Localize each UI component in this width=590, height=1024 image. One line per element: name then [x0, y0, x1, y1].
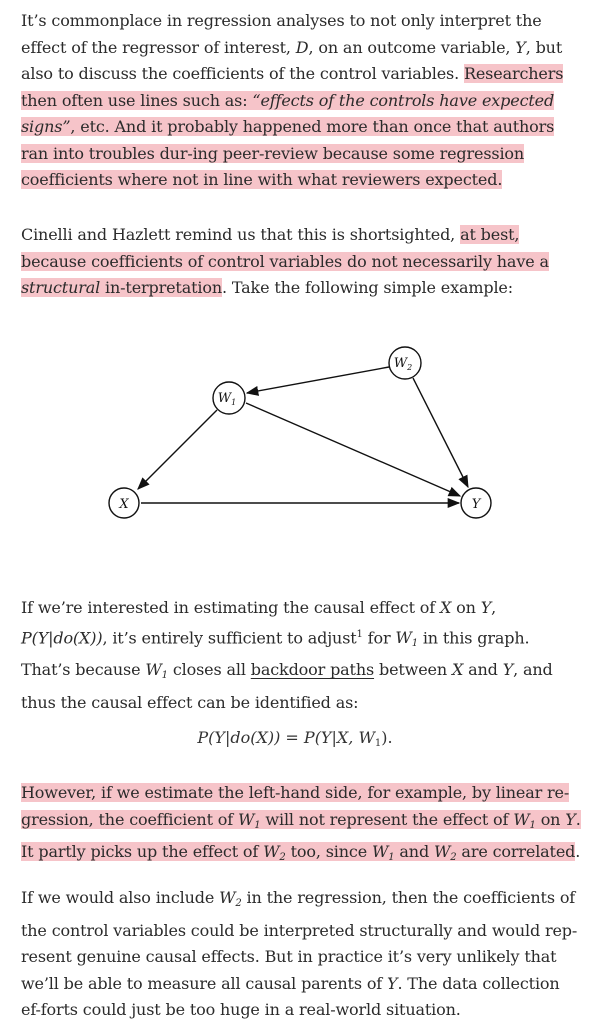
highlight-however[interactable]: However, if we estimate the left-hand side, for example, by linear re-gression, the coefficient of $W_1$ will not represent the effect of $W_1$ on Y. It partly picks up the effect of $W_2$ too, since $W_1$ and $W_2$ are correlated: [21, 783, 581, 863]
highlight-researchers[interactable]: Researchers then often use lines such as: “effects of the controls have expected signs”, etc. And it probably happened more than once that authors ran into troubles dur-ing peer-review because some regression coefficients where not in line with what reviewers expected.: [21, 64, 564, 189]
node-y-label: Y: [471, 497, 481, 512]
node-w2-label: $W_2$: [393, 356, 413, 372]
paragraph-however: However, if we estimate the left-hand side, for example, by linear re-gression, the coefficient of $W_1$ will not represent the effect of $W_1$ on Y. It partly picks up the effect of $W_2$ too, since $W_1$ and $W_2$ are correlated.: [21, 783, 581, 863]
paragraph-cinelli: Cinelli and Hazlett remind us that this is shortsighted, at best, because coefficients of control variables do not necessarily have a structural in-terpretation. Take the following simple example:: [21, 225, 549, 297]
edge-w2-w1: [247, 367, 389, 393]
edge-w1-y: [246, 403, 460, 496]
backdoor-paths-link[interactable]: backdoor paths: [250, 660, 375, 680]
identification-equation: P(Y|do(X)) = P(Y|X, $W_1$).: [197, 728, 393, 749]
paragraph-include-w2: If we would also include $W_2$ in the regression, then the coefficients of the control variables could be interpreted structurally and would rep-resent genuine causal effects. But in practice it’s very unlikely that we’ll be able to measure all causal parents of Y. The data collection ef-forts could just be too huge in a real-world situation.: [21, 888, 578, 1019]
edge-w2-y: [413, 378, 468, 487]
node-w1-label: $W_1$: [217, 391, 237, 407]
paragraph-intro: It’s commonplace in regression analyses to not only interpret the effect of the regressor of interest, D, on an outcome variable, Y, but also to discuss the coefficients of the control variables. Researchers then often use lines such as: “effects of the controls have expected signs”, etc. And it probably happened more than once that authors ran into troubles dur-ing peer-review because some regression coefficients where not in line with what reviewers expected.: [21, 11, 564, 189]
node-x-label: X: [119, 497, 129, 512]
paragraph-adjustment: If we’re interested in estimating the causal effect of X on Y, P(Y|do(X)), it’s entirely sufficient to adjust$^1$ for $W_1$ in this graph. That’s because $W_1$ closes all backdoor paths between X and Y, and thus the causal effect can be identified as:: [21, 598, 553, 712]
highlight-structural[interactable]: at best, because coefficients of control variables do not necessarily have a structural in-terpretation: [21, 225, 549, 297]
footnote-marker[interactable]: 1: [356, 628, 363, 640]
edge-w1-x: [138, 410, 217, 489]
causal-dag-diagram: [0, 330, 590, 530]
